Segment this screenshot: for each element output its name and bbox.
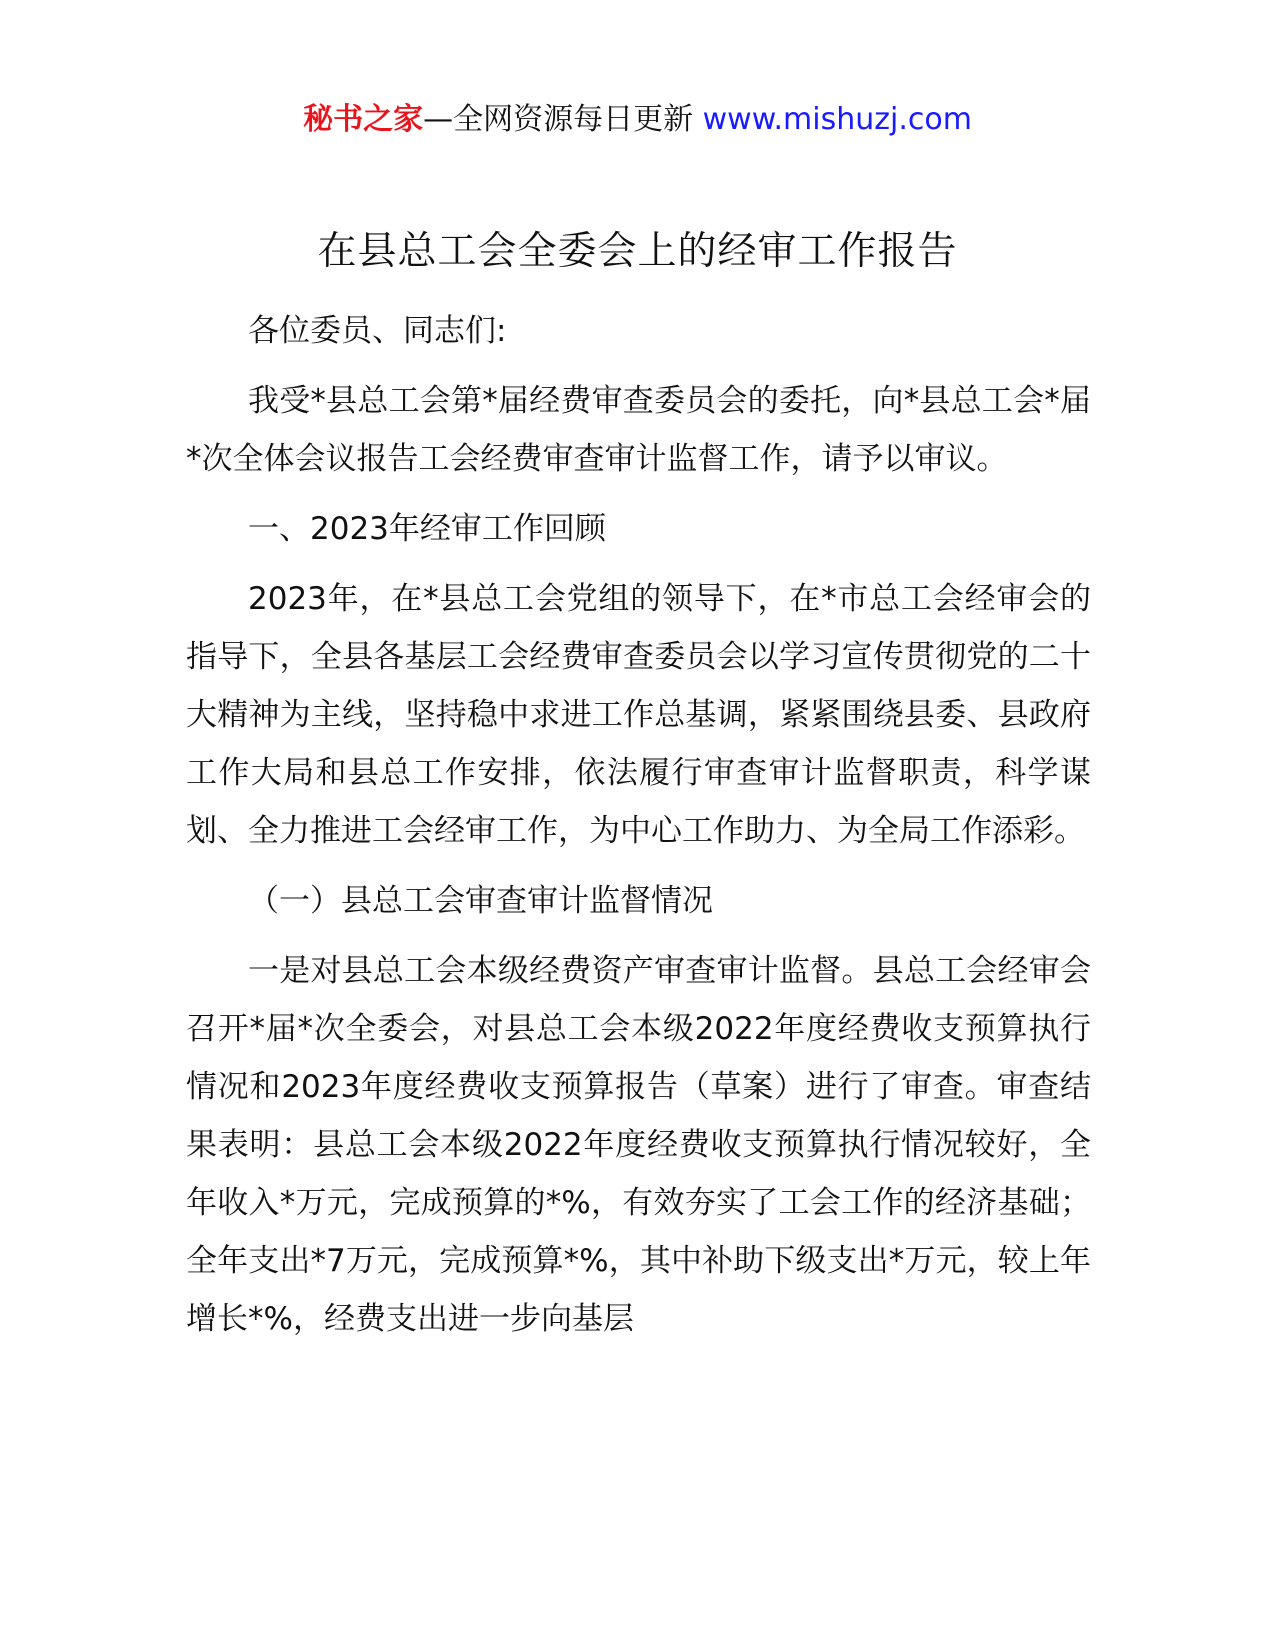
site-header (0, 100, 1275, 140)
document-body (186, 302, 1091, 1360)
site-tagline: —全网资源每日更新 (423, 102, 694, 137)
section-heading: 一、2023年经审工作回顾 (248, 511, 606, 547)
salutation: 各位委员、同志们: (248, 313, 507, 349)
site-brand: 秘书之家 (303, 102, 424, 137)
subsection-heading: （一）县总工会审查审计监督情况 (248, 883, 713, 919)
site-url-link[interactable]: www.mishuzj.com (702, 102, 972, 137)
document-title: 在县总工会全委会上的经审工作报告 (317, 229, 958, 274)
intro-paragraph: 我受*县总工会第*届经费审查委员会的委托，向*县总工会*届*次全体会议报告工会经费审查审计监督工作，请予以审议。 (186, 383, 1091, 477)
review-paragraph: 2023年，在*县总工会党组的领导下，在*市总工会经审会的指导下，全县各基层工会经费审查委员会以学习宣传贯彻党的二十大精神为主线，坚持稳中求进工作总基调，紧紧围绕县委、县政府工作大局和县总工作安排，依法履行审查审计监督职责，科学谋划、全力推进工会经审工作，为中心工作助力、为全局工作添彩。 (186, 581, 1091, 849)
audit-paragraph: 一是对县总工会本级经费资产审查审计监督。县总工会经审会召开*届*次全委会，对县总工会本级2022年度经费收支预算执行情况和2023年度经费收支预算报告（草案）进行了审查。审查结果表明：县总工会本级2022年度经费收支预算执行情况较好，全年收入*万元，完成预算的*%，有效夯实了工会工作的经济基础；全年支出*7万元，完成预算*%，其中补助下级支出*万元，较上年增长*%，经费支出进一步向基层 (186, 953, 1091, 1337)
